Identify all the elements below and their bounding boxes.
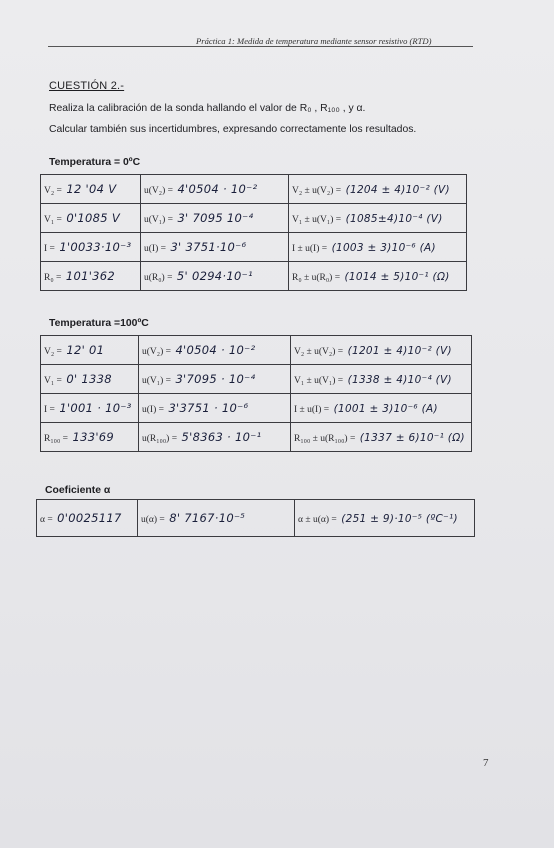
handwritten-value: 133'69: [72, 430, 115, 444]
table-cell: [141, 233, 289, 262]
printed-label: R₁₀₀ =: [44, 434, 69, 444]
table-title-alpha: Coeficiente α: [45, 485, 111, 496]
table-cell: [289, 175, 467, 204]
table-cell: [41, 365, 139, 394]
instruction-paragraph-1: Realiza la calibración de la sonda hallando el valor de R₀ , R₁₀₀ , y α.: [49, 103, 366, 114]
table-cell: [41, 175, 141, 204]
printed-label: V₁ ± u(V₁) =: [294, 376, 344, 386]
table-cell: [41, 204, 141, 233]
printed-label: u(I) =: [144, 244, 166, 254]
printed-label: u(V₂) =: [142, 347, 171, 357]
table-cell: [41, 336, 139, 365]
table-cell: [139, 336, 291, 365]
printed-label: V₁ =: [44, 215, 62, 225]
handwritten-value: 3' 7095 10⁻⁴: [177, 211, 254, 225]
handwritten-value: (1337 ± 6)10⁻¹ (Ω): [359, 432, 465, 444]
printed-label: I =: [44, 405, 55, 415]
table-cell: [291, 336, 472, 365]
printed-label: V₂ ± u(V₂) =: [294, 347, 344, 357]
table-row: [41, 233, 467, 262]
table-cell: [41, 394, 139, 423]
handwritten-value: 0' 1338: [66, 372, 112, 386]
handwritten-value: 1'0033·10⁻³: [59, 240, 132, 254]
handwritten-value: 3'7095 · 10⁻⁴: [175, 372, 256, 386]
printed-label: u(I) =: [142, 405, 164, 415]
printed-label: I =: [44, 244, 55, 254]
handwritten-value: 0'1085 V: [66, 211, 121, 225]
table-cell: [138, 500, 295, 537]
table-row: [41, 336, 472, 365]
table-cell: [41, 262, 141, 291]
printed-label: u(R₀) =: [144, 273, 173, 283]
printed-label: I ± u(I) =: [294, 405, 330, 415]
handwritten-value: 0'0025117: [57, 511, 122, 525]
table-cell: [141, 204, 289, 233]
instruction-paragraph-2: Calcular también sus incertidumbres, expresando correctamente los resultados.: [49, 124, 417, 135]
running-header: Práctica 1: Medida de temperatura mediante sensor resistivo (RTD): [196, 36, 432, 46]
printed-label: u(V₁) =: [144, 215, 173, 225]
handwritten-value: 3' 3751·10⁻⁶: [170, 240, 247, 254]
handwritten-value: (1201 ± 4)10⁻² (V): [347, 345, 452, 357]
handwritten-value: (1014 ± 5)10⁻¹ (Ω): [344, 271, 450, 283]
results-table-100c: [40, 335, 472, 452]
handwritten-value: (1085±4)10⁻⁴ (V): [345, 213, 443, 225]
printed-label: V₂ =: [44, 347, 62, 357]
handwritten-value: 1'001 · 10⁻³: [59, 401, 132, 415]
table-cell: [291, 423, 472, 452]
printed-label: α ± u(α) =: [298, 515, 337, 525]
table-row: [41, 262, 467, 291]
handwritten-value: (251 ± 9)·10⁻⁵ (ºC⁻¹): [341, 513, 458, 525]
handwritten-value: 4'0504 · 10⁻²: [175, 343, 256, 357]
table-cell: [141, 175, 289, 204]
handwritten-value: 5'8363 · 10⁻¹: [181, 430, 262, 444]
table-cell: [291, 365, 472, 394]
table-title-0c: Temperatura = 0ºC: [49, 157, 141, 168]
table-row: [41, 204, 467, 233]
printed-label: I ± u(I) =: [292, 244, 328, 254]
page-number: 7: [483, 757, 489, 769]
table-title-100c: Temperatura =100ºC: [49, 318, 149, 329]
header-rule: [48, 46, 473, 47]
table-cell: [289, 262, 467, 291]
table-cell: [41, 423, 139, 452]
handwritten-value: 8' 7167·10⁻⁵: [169, 511, 246, 525]
table-cell: [139, 365, 291, 394]
handwritten-value: (1204 ± 4)10⁻² (V): [345, 184, 450, 196]
section-heading: CUESTIÓN 2.-: [49, 80, 125, 92]
printed-label: u(R₁₀₀) =: [142, 434, 178, 444]
table-cell: [295, 500, 475, 537]
printed-label: R₁₀₀ ± u(R₁₀₀) =: [294, 434, 356, 444]
printed-label: V₁ ± u(V₁) =: [292, 215, 342, 225]
table-row: [41, 365, 472, 394]
printed-label: R₀ ± u(R₀) =: [292, 273, 341, 283]
handwritten-value: 12' 01: [66, 343, 105, 357]
table-cell: [289, 204, 467, 233]
results-table-0c: [40, 174, 467, 291]
handwritten-value: 3'3751 · 10⁻⁶: [168, 401, 249, 415]
printed-label: α =: [40, 515, 53, 525]
printed-label: V₂ =: [44, 186, 62, 196]
printed-label: u(α) =: [141, 515, 165, 525]
results-table-alpha: [36, 499, 475, 537]
handwritten-value: 5' 0294·10⁻¹: [176, 269, 253, 283]
handwritten-value: (1003 ± 3)10⁻⁶ (A): [331, 242, 436, 254]
printed-label: u(V₂) =: [144, 186, 173, 196]
handwritten-value: 12 '04 V: [66, 182, 117, 196]
table-cell: [291, 394, 472, 423]
table-cell: [41, 233, 141, 262]
table-cell: [139, 394, 291, 423]
handwritten-value: 4'0504 · 10⁻²: [177, 182, 258, 196]
handwritten-value: (1001 ± 3)10⁻⁶ (A): [333, 403, 438, 415]
printed-label: V₁ =: [44, 376, 62, 386]
table-cell: [141, 262, 289, 291]
table-cell: [37, 500, 138, 537]
table-row: [41, 175, 467, 204]
handwritten-value: (1338 ± 4)10⁻⁴ (V): [347, 374, 452, 386]
printed-label: R₀ =: [44, 273, 62, 283]
table-cell: [289, 233, 467, 262]
table-row: [37, 500, 475, 537]
handwritten-value: 101'362: [65, 269, 116, 283]
printed-label: u(V₁) =: [142, 376, 171, 386]
table-cell: [139, 423, 291, 452]
table-row: [41, 394, 472, 423]
printed-label: V₂ ± u(V₂) =: [292, 186, 342, 196]
table-row: [41, 423, 472, 452]
